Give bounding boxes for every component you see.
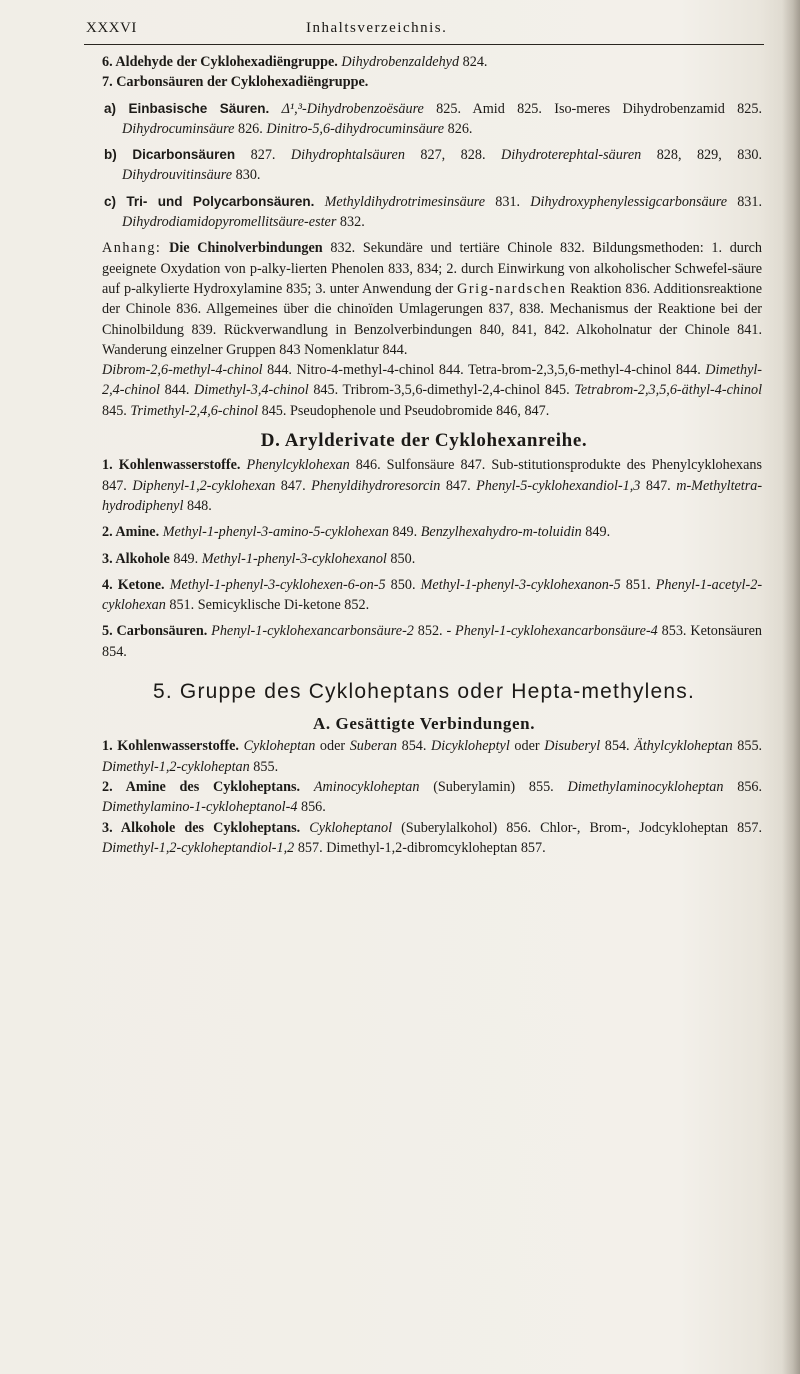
entry-6-page: 824. xyxy=(462,54,488,70)
d4-heading: 4. Ketone. xyxy=(102,576,165,593)
d2-heading: 2. Amine. xyxy=(102,524,160,541)
d4-t2: 851. xyxy=(625,576,651,593)
entry-7a-t2: 825. Amid 825. Iso-meres Dihydrobenzamid 825. xyxy=(436,100,762,117)
dibrom-c4: Tetrabrom-2,3,5,6-äthyl-4-chinol xyxy=(574,382,763,399)
d1-t2: 847. xyxy=(280,477,306,494)
d4-c2: Methyl-1-phenyl-3-cyklohexanon-5 xyxy=(420,576,621,593)
d5-c1: Phenyl-1-cyklohexancarbonsäure-2 xyxy=(211,623,414,640)
page-header xyxy=(0,20,800,44)
a3-heading: 3. Alkohole des Cykloheptans. xyxy=(102,819,301,836)
a2-c3: Dimethylamino-1-cykloheptanol-4 xyxy=(102,799,298,816)
d2-t1: 849. xyxy=(392,524,418,541)
d4-t3: 851. Semicyklische Di-ketone 852. xyxy=(169,597,370,614)
entry-6-compound: Dihydrobenzaldehyd xyxy=(341,54,460,70)
entry-a3 xyxy=(86,818,762,859)
d5-t1: 852. - xyxy=(417,623,452,640)
section-a-heading: A. Gesättigte Verbindungen. xyxy=(312,714,536,734)
d1-c5: m-Methyltetra-hydrodiphenyl xyxy=(102,477,763,514)
d3-t1: 850. xyxy=(390,550,416,567)
page-edge-shadow xyxy=(782,0,800,1374)
a3-t1: (Suberylalkohol) 856. Chlor-, Brom-, Jodcykloheptan 857. xyxy=(401,819,763,836)
entry-d3 xyxy=(86,549,762,569)
entry-7a-heading: a) Einbasische Säuren. xyxy=(104,100,270,116)
d1-t3: 847. xyxy=(445,477,471,494)
d5-c2: Phenyl-1-cyklohexancarbonsäure-4 xyxy=(455,623,658,640)
entry-7a xyxy=(104,99,762,140)
d1-heading: 1. Kohlenwasserstoffe. xyxy=(102,457,241,474)
d5-heading: 5. Carbonsäuren. xyxy=(102,623,208,640)
entry-7b-t3: 827, 828. xyxy=(420,147,486,164)
a1-c5: Äthylcykloheptan xyxy=(634,738,733,755)
d2-t2: 849. xyxy=(585,524,611,541)
d2-c2: Benzylhexahydro-m-toluidin xyxy=(420,524,582,541)
entry-7c-t2: 831. xyxy=(495,193,521,210)
entry-7a-c5: Dinitro-5,6-dihydrocuminsäure xyxy=(266,120,445,137)
d1-c2: Diphenyl-1,2-cyklohexan xyxy=(132,477,276,494)
entry-7b xyxy=(104,145,762,186)
a1-c1: Cykloheptan xyxy=(243,738,316,755)
entry-d2 xyxy=(86,522,762,542)
a1-heading: 1. Kohlenwasserstoffe. xyxy=(102,738,239,755)
d1-c4: Phenyl-5-cyklohexandiol-1,3 xyxy=(476,477,641,494)
a1-t4: 854. xyxy=(604,738,630,755)
d4-t1: 850. xyxy=(390,576,416,593)
entry-d5 xyxy=(86,621,762,662)
anhang-label: Anhang: xyxy=(102,240,162,257)
d3-heading: 3. Alkohole xyxy=(102,550,170,567)
anhang-heading: Die Chinolverbindungen xyxy=(169,240,323,257)
d1-t1: 846. Sulfonsäure 847. Sub-stitutionsprodukte des Phenylcyklohexans 847. xyxy=(102,457,763,494)
d1-t5: 848. xyxy=(186,497,212,514)
entry-d4 xyxy=(86,575,762,616)
entry-anhang xyxy=(86,238,762,360)
entry-7b-heading: b) Dicarbonsäuren xyxy=(104,147,236,163)
entry-7b-t1: 827. xyxy=(250,147,276,164)
d1-t4: 847. xyxy=(645,477,671,494)
a1-t2: 854. xyxy=(401,738,427,755)
a2-c2: Dimethylaminocykloheptan xyxy=(567,778,724,795)
running-title: Inhaltsverzeichnis. xyxy=(306,20,448,36)
d1-c1: Phenylcyklohexan xyxy=(246,457,350,474)
toc-content xyxy=(86,52,762,858)
a1-c4: Disuberyl xyxy=(544,738,601,755)
dibrom-c3: Dimethyl-3,4-chinol xyxy=(194,382,309,399)
d3-t0: 849. xyxy=(173,550,199,567)
entry-7a-t6: 826. xyxy=(447,120,473,137)
d3-c1: Methyl-1-phenyl-3-cyklohexanol xyxy=(201,550,387,567)
entry-7c-c1: Methyldihydrotrimesinsäure xyxy=(324,193,486,210)
header-rule xyxy=(84,44,764,45)
a1-c6: Dimethyl-1,2-cykloheptan xyxy=(102,758,250,775)
a1-t3: oder xyxy=(514,738,540,755)
entry-7c-t6: 832. xyxy=(339,214,365,231)
a3-c1: Cykloheptanol xyxy=(309,819,393,836)
dibrom-c5: Trimethyl-2,4,6-chinol xyxy=(130,402,259,419)
a2-t1: (Suberylamin) 855. xyxy=(433,778,554,795)
entry-7b-t5: 828, 829, 830. xyxy=(656,147,763,164)
dibrom-t3: 845. Tribrom-3,5,6-dimethyl-2,4-chinol 845. xyxy=(313,382,570,399)
entry-7b-c6: Dihydrouvitinsäure xyxy=(122,167,233,184)
d5-t2: 853. Ketonsäuren 854. xyxy=(102,623,763,660)
a2-c1: Aminocykloheptan xyxy=(313,778,420,795)
d4-c3: Phenyl-1-acetyl-2-cyklohexan xyxy=(102,576,763,614)
d1-c3: Phenyldihydroresorcin xyxy=(311,477,441,494)
dibrom-c1: Dibrom-2,6-methyl-4-chinol xyxy=(102,362,263,379)
section-d-heading: D. Arylderivate der Cyklohexanreihe. xyxy=(260,430,588,452)
dibrom-t4: 845. xyxy=(102,402,127,419)
entry-7b-c4: Dihydroterephtal-säuren xyxy=(500,147,642,164)
entry-7-heading: 7. Carbonsäuren der Cyklohexadiëngruppe. xyxy=(102,74,369,91)
a2-t2: 856. xyxy=(737,778,763,795)
entry-7c xyxy=(104,192,762,233)
entry-7c-heading: c) Tri- und Polycarbonsäuren. xyxy=(104,193,315,209)
entry-7a-c1: Δ¹,³-Dihydrobenzoësäure xyxy=(281,100,424,117)
dibrom-t2: 844. xyxy=(164,382,190,399)
a3-t2: 857. Dimethyl-1,2-dibromcykloheptan 857. xyxy=(297,839,546,856)
entry-7a-c3: Dihydrocuminsäure xyxy=(122,120,235,137)
page-number: XXXVI xyxy=(86,20,137,36)
entry-7 xyxy=(86,72,762,92)
anhang-grignard: Grig-nardschen xyxy=(457,280,567,297)
a1-t1: oder xyxy=(319,738,346,755)
entry-d1 xyxy=(86,455,762,516)
entry-a1 xyxy=(86,736,762,777)
anhang-t1: 832. Sekundäre und tertiäre Chinole 832. Bildungsmethoden: 1. durch geeignete Oxydation von p-alky-lierten Phenolen 833, 834; 2. durch Einwirkung von alkoholischer Schwefel-säure auf p-alkylierte Hydroxylamine 835; 3. unter Anwendung der xyxy=(102,240,763,297)
section-5-heading: 5. Gruppe des Cykloheptans oder Hepta-methylens. xyxy=(152,680,696,704)
entry-dibrom xyxy=(86,360,762,421)
entry-a2 xyxy=(86,777,762,818)
entry-7b-c2: Dihydrophtalsäuren xyxy=(290,147,405,164)
a1-c3: Dicykloheptyl xyxy=(431,738,510,755)
entry-7c-t4: 831. xyxy=(737,193,763,210)
dibrom-t1: 844. Nitro-4-methyl-4-chinol 844. Tetra-brom-2,3,5,6-methyl-4-chinol 844. xyxy=(267,362,701,379)
a1-t5: 855. xyxy=(737,738,763,755)
dibrom-c2: Dimethyl-2,4-chinol xyxy=(102,362,763,399)
a1-c2: Suberan xyxy=(349,738,397,755)
entry-7c-c5: Dihydrodiamidopyromellitsäure-ester xyxy=(122,214,337,231)
a2-heading: 2. Amine des Cykloheptans. xyxy=(102,778,301,795)
dibrom-t5: 845. Pseudophenole und Pseudobromide 846, 847. xyxy=(261,402,550,419)
entry-6 xyxy=(86,52,762,72)
a2-t3: 856. xyxy=(300,799,326,816)
anhang-t2: Reaktion 836. Additionsreaktione der Chinole 836. Allgemeines über die chinoïden Umlagerungen 837, 838. Mechanismus der Reaktione bei der Chinolbildung 839. Rückverwandlung in Benzolverbindungen 840, 841, 842. Alkoholnatur der Chinole 841. Wanderung einzelner Gruppen 843 Nomenklatur 844. xyxy=(102,280,763,358)
a1-t6: 855. xyxy=(253,758,279,775)
entry-7b-t7: 830. xyxy=(235,167,261,184)
entry-7c-c3: Dihydroxyphenylessigcarbonsäure xyxy=(530,193,728,210)
entry-6-heading: 6. Aldehyde der Cyklohexadiëngruppe. xyxy=(102,54,338,70)
a3-c2: Dimethyl-1,2-cykloheptandiol-1,2 xyxy=(102,839,295,856)
d4-c1: Methyl-1-phenyl-3-cyklohexen-6-on-5 xyxy=(169,576,386,593)
d2-c1: Methyl-1-phenyl-3-amino-5-cyklohexan xyxy=(162,524,389,541)
entry-7a-t4: 826. xyxy=(237,120,263,137)
